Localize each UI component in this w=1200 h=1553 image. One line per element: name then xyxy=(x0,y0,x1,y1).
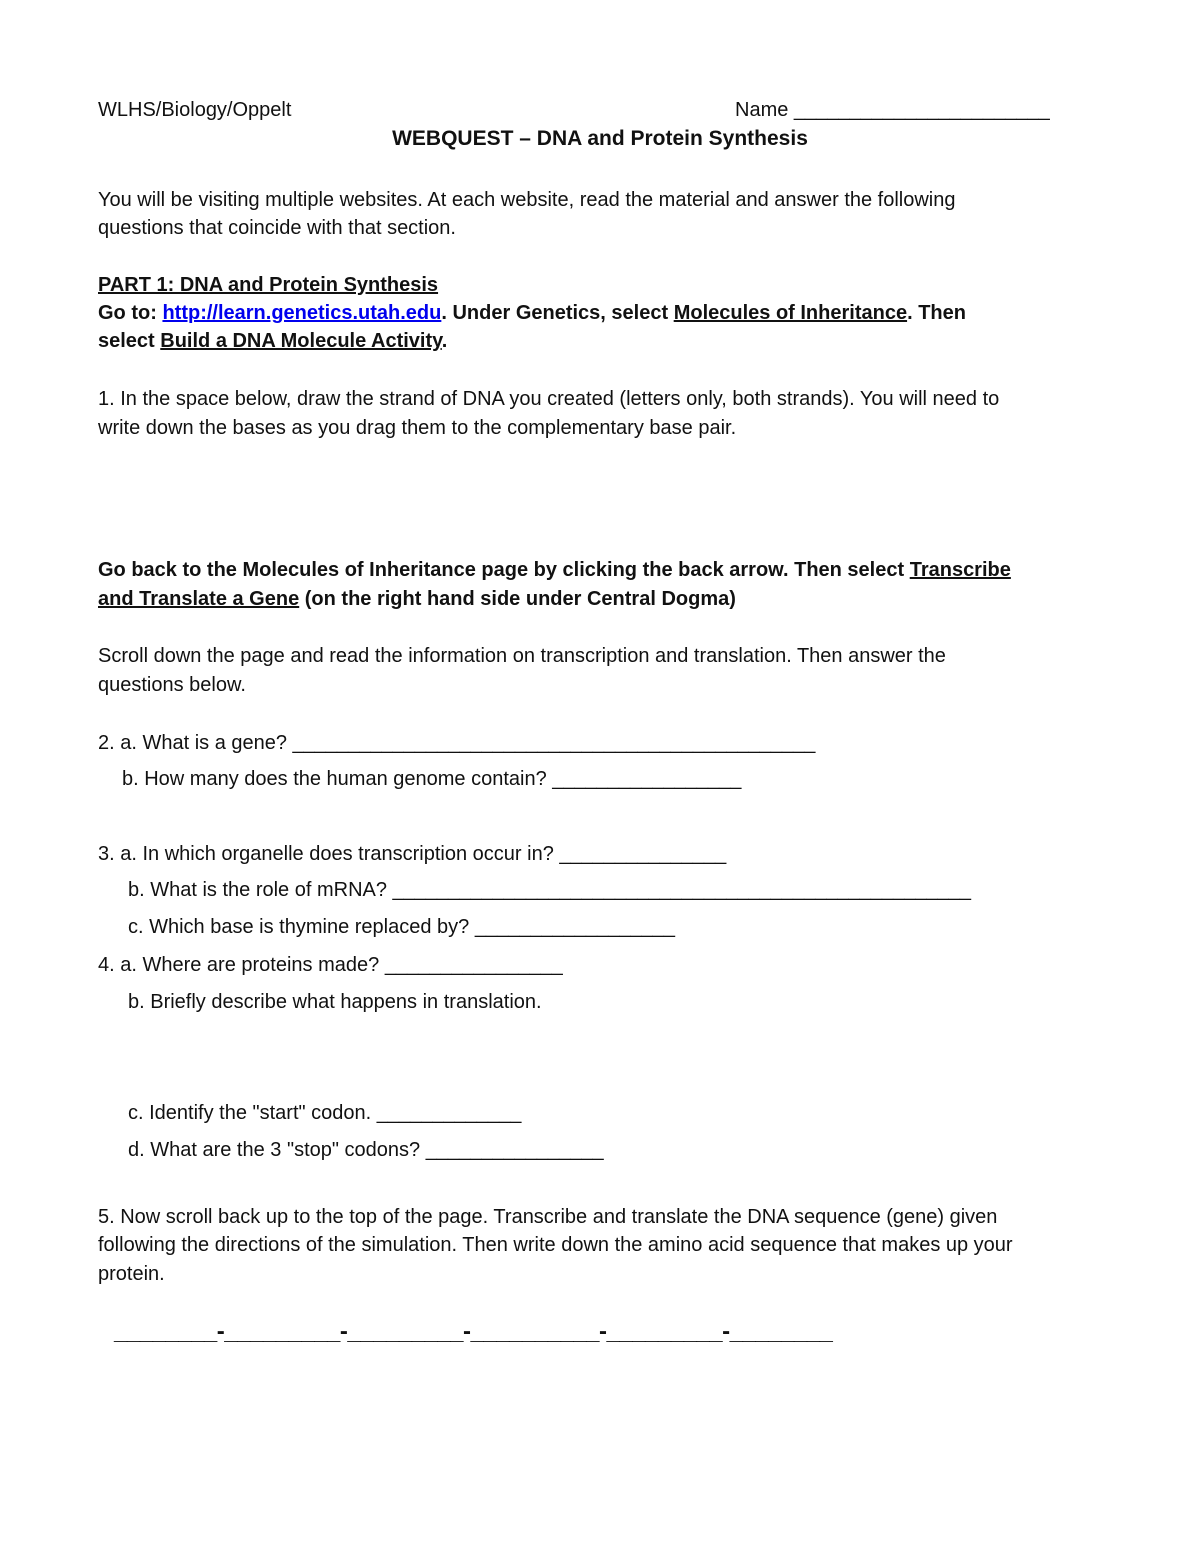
q1-line-2: write down the bases as you drag them to the complementary base pair. xyxy=(98,417,737,439)
molecules-of-inheritance-ref: Molecules of Inheritance xyxy=(673,302,908,324)
translate-gene-ref: and Translate a Gene xyxy=(98,588,300,610)
q4b: b. Briefly describe what happens in translation. xyxy=(128,991,542,1013)
intro-line-2: questions that coincide with that section. xyxy=(98,217,456,239)
q1-answer-area[interactable] xyxy=(98,450,1098,540)
q4c[interactable]: c. Identify the "start" codon. _____________ xyxy=(128,1102,522,1124)
intro-line-1: You will be visiting multiple websites. At each website, read the material and answer the following xyxy=(98,189,956,211)
part1-heading: PART 1: DNA and Protein Synthesis xyxy=(98,274,439,296)
amino-acid-sequence-blank[interactable]: ________-_________-_________-__________-_________-________ xyxy=(114,1318,833,1345)
goback-line-2 xyxy=(98,585,736,613)
name-field[interactable] xyxy=(735,96,1050,124)
genetics-url-link[interactable]: http://learn.genetics.utah.edu xyxy=(162,302,442,324)
goback-line-1 xyxy=(98,556,1011,584)
page-title: WEBQUEST – DNA and Protein Synthesis xyxy=(392,127,808,150)
name-blank[interactable]: _______________________ xyxy=(793,99,1050,121)
q4d[interactable]: d. What are the 3 "stop" codons? ________________ xyxy=(128,1139,604,1161)
name-label: Name xyxy=(735,99,789,121)
part1-goto-line xyxy=(98,299,966,327)
q3a[interactable]: 3. a. In which organelle does transcription occur in? _______________ xyxy=(98,843,727,865)
part1-select-line xyxy=(98,327,447,355)
q2b[interactable]: b. How many does the human genome contain? _________________ xyxy=(122,768,742,790)
q3b[interactable]: b. What is the role of mRNA? ____________________________________________________ xyxy=(128,879,971,901)
build-dna-activity-ref: Build a DNA Molecule Activity xyxy=(160,330,442,352)
q4a[interactable]: 4. a. Where are proteins made? ________________ xyxy=(98,954,563,976)
goback-text: Go back to the Molecules of Inheritance page by clicking the back arrow. Then select xyxy=(98,559,910,581)
q3c[interactable]: c. Which base is thymine replaced by? __________________ xyxy=(128,916,676,938)
select-period: . xyxy=(441,330,448,352)
q5-line-3: protein. xyxy=(98,1263,165,1285)
select-label: select xyxy=(98,330,161,352)
goto-text: . Under Genetics, select xyxy=(441,302,674,324)
q5-line-2: following the directions of the simulation. Then write down the amino acid sequence that makes up your xyxy=(98,1234,1013,1256)
course-label: WLHS/Biology/Oppelt xyxy=(98,99,292,121)
q2a[interactable]: 2. a. What is a gene? _______________________________________________ xyxy=(98,732,816,754)
scroll-line-2: questions below. xyxy=(98,674,246,696)
scroll-line-1: Scroll down the page and read the information on transcription and translation. Then answer the xyxy=(98,645,946,667)
then-text: . Then xyxy=(907,302,966,324)
goto-label: Go to: xyxy=(98,302,163,324)
q1-line-1: 1. In the space below, draw the strand of DNA you created (letters only, both strands). You will need to xyxy=(98,388,1000,410)
central-dogma-text: (on the right hand side under Central Dogma) xyxy=(299,588,736,610)
transcribe-ref: Transcribe xyxy=(909,559,1011,581)
q4b-answer-area[interactable] xyxy=(128,1020,1088,1090)
q5-line-1: 5. Now scroll back up to the top of the page. Transcribe and translate the DNA sequence (gene) given xyxy=(98,1206,998,1228)
